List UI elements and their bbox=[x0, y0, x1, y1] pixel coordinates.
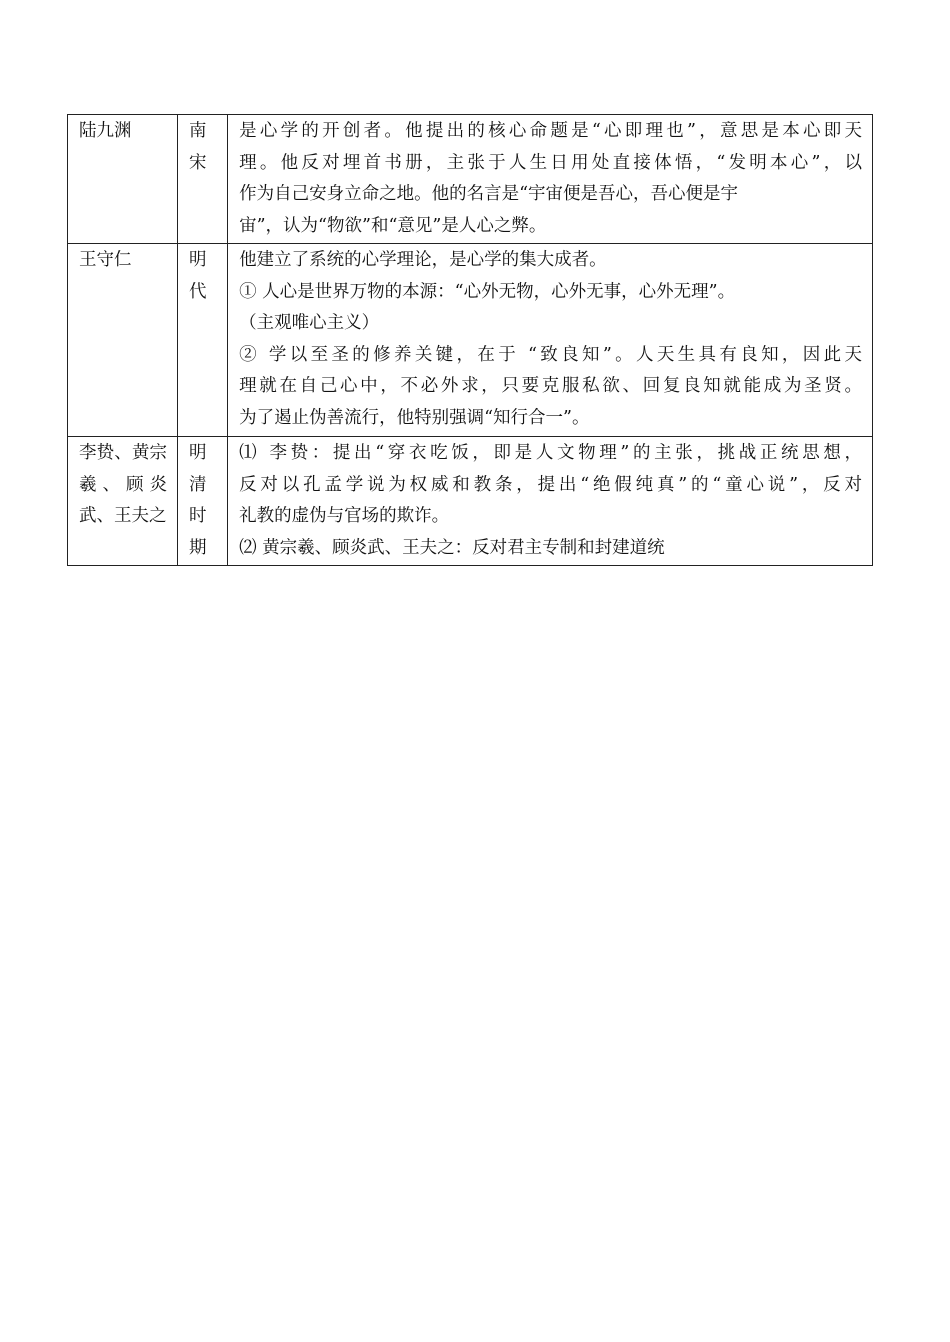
philosophy-table bbox=[67, 114, 873, 566]
description-line: （主观唯心主义） bbox=[239, 313, 380, 333]
description-line: 宙”，认为“物欲”和“意见”是人心之弊。 bbox=[239, 215, 547, 236]
era-text: 南宋 bbox=[189, 121, 207, 173]
description-line: 理。他反对埋首书册，主张于人生日用处直接体悟，“发明本心”，以 bbox=[239, 152, 862, 173]
era-text: 明代 bbox=[189, 250, 207, 302]
description-line: 他建立了系统的心学理论，是心学的集大成者。 bbox=[239, 250, 607, 270]
era-text: 明 清 bbox=[189, 443, 207, 495]
description-line: ② 学以至圣的修养关键，在于 “致良知”。人天生具有良知，因此天 bbox=[239, 344, 862, 365]
thinker-name-cell bbox=[68, 437, 178, 566]
thinker-name-cell bbox=[68, 115, 178, 244]
description-line: 礼教的虚伪与官场的欺诈。 bbox=[239, 506, 450, 526]
thinker-name: 陆九渊 bbox=[79, 121, 132, 141]
thinker-name: 羲 、 顾 炎 bbox=[79, 474, 168, 495]
description-line: 反对以孔孟学说为权威和教条，提出“绝假纯真”的“童心说”，反对 bbox=[239, 474, 862, 495]
description-line: 作为自己安身立命之地。他的名言是“宇宙便是吾心，吾心便是宇 bbox=[239, 184, 739, 204]
description-line: 为了遏止伪善流行，他特别强调“知行合一”。 bbox=[239, 407, 590, 428]
era-text: 时期 bbox=[189, 506, 207, 558]
table-row bbox=[68, 437, 873, 566]
era-cell bbox=[178, 115, 228, 244]
description-cell bbox=[228, 115, 873, 244]
description-cell bbox=[228, 437, 873, 566]
thinker-name: 武、王夫之 bbox=[79, 506, 167, 526]
description-line: 理就在自己心中，不必外求，只要克服私欲、回复良知就能成为圣贤。 bbox=[239, 376, 862, 396]
thinker-name: 王守仁 bbox=[79, 250, 132, 270]
thinker-name-cell bbox=[68, 244, 178, 437]
description-line: ⑵ 黄宗羲、顾炎武、王夫之：反对君主专制和封建道统 bbox=[239, 537, 665, 558]
description-line: ⑴ 李贽：提出“穿衣吃饭，即是人文物理”的主张，挑战正统思想， bbox=[239, 443, 862, 463]
era-cell bbox=[178, 244, 228, 437]
description-line: 是心学的开创者。他提出的核心命题是“心即理也”，意思是本心即天 bbox=[239, 121, 862, 141]
table-row bbox=[68, 244, 873, 437]
thinker-name: 李贽、黄宗 bbox=[79, 443, 168, 463]
era-cell bbox=[178, 437, 228, 566]
table-row bbox=[68, 115, 873, 244]
description-line: ① 人心是世界万物的本源：“心外无物，心外无事，心外无理”。 bbox=[239, 281, 736, 302]
description-cell bbox=[228, 244, 873, 437]
